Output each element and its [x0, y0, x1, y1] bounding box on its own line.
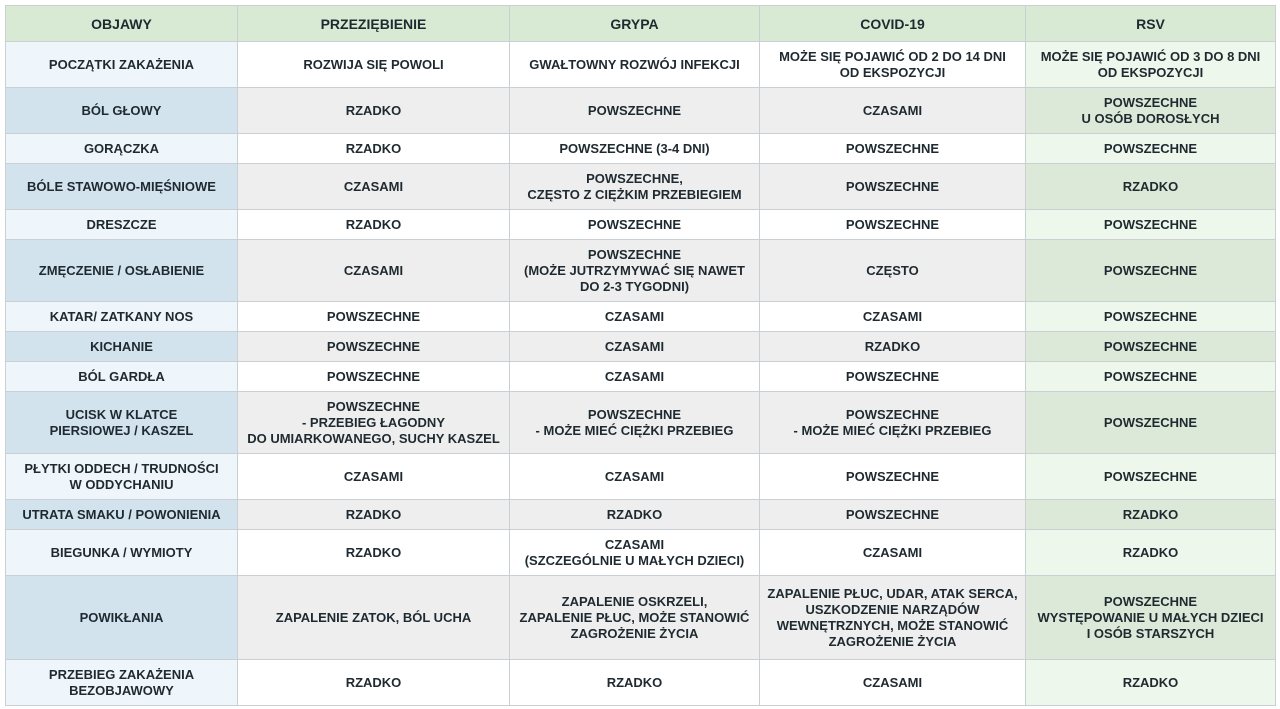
cold-cell: RZADKO [238, 88, 510, 134]
rsv-cell: RZADKO [1026, 530, 1276, 576]
rsv-cell: POWSZECHNE [1026, 302, 1276, 332]
cold-cell: CZASAMI [238, 454, 510, 500]
flu-cell: ZAPALENIE OSKRZELI, ZAPALENIE PŁUC, MOŻE STANOWIĆ ZAGROŻENIE ŻYCIA [510, 576, 760, 660]
symptom-cell: POCZĄTKI ZAKAŻENIA [6, 42, 238, 88]
flu-cell: CZASAMI [510, 302, 760, 332]
covid-cell: POWSZECHNE [760, 134, 1026, 164]
cold-cell: POWSZECHNE [238, 362, 510, 392]
rsv-cell: POWSZECHNE U OSÓB DOROSŁYCH [1026, 88, 1276, 134]
cold-cell: RZADKO [238, 660, 510, 706]
column-header-symptom: OBJAWY [6, 6, 238, 42]
covid-cell: POWSZECHNE [760, 362, 1026, 392]
symptom-cell: PRZEBIEG ZAKAŻENIA BEZOBJAWOWY [6, 660, 238, 706]
covid-cell: CZASAMI [760, 530, 1026, 576]
table-header-row [6, 6, 1276, 42]
rsv-cell: RZADKO [1026, 660, 1276, 706]
covid-cell: CZASAMI [760, 302, 1026, 332]
symptom-cell: UTRATA SMAKU / POWONIENIA [6, 500, 238, 530]
symptoms-comparison-table [5, 5, 1276, 706]
covid-cell: CZASAMI [760, 88, 1026, 134]
table-row [6, 134, 1276, 164]
symptom-cell: PŁYTKI ODDECH / TRUDNOŚCI W ODDYCHANIU [6, 454, 238, 500]
symptom-cell: KATAR/ ZATKANY NOS [6, 302, 238, 332]
table-row [6, 164, 1276, 210]
cold-cell: RZADKO [238, 134, 510, 164]
symptom-cell: DRESZCZE [6, 210, 238, 240]
covid-cell: MOŻE SIĘ POJAWIĆ OD 2 DO 14 DNI OD EKSPOZYCJI [760, 42, 1026, 88]
table-row [6, 530, 1276, 576]
table-row [6, 42, 1276, 88]
covid-cell: POWSZECHNE - MOŻE MIEĆ CIĘŻKI PRZEBIEG [760, 392, 1026, 454]
table-row [6, 576, 1276, 660]
covid-cell: CZĘSTO [760, 240, 1026, 302]
table-row [6, 332, 1276, 362]
table-row [6, 210, 1276, 240]
covid-cell: POWSZECHNE [760, 500, 1026, 530]
table-row [6, 88, 1276, 134]
table-row [6, 500, 1276, 530]
rsv-cell: RZADKO [1026, 500, 1276, 530]
flu-cell: CZASAMI [510, 362, 760, 392]
covid-cell: POWSZECHNE [760, 164, 1026, 210]
flu-cell: RZADKO [510, 660, 760, 706]
column-header-cold: PRZEZIĘBIENIE [238, 6, 510, 42]
symptom-cell: ZMĘCZENIE / OSŁABIENIE [6, 240, 238, 302]
symptom-cell: BÓL GŁOWY [6, 88, 238, 134]
symptom-cell: KICHANIE [6, 332, 238, 362]
column-header-flu: GRYPA [510, 6, 760, 42]
cold-cell: CZASAMI [238, 164, 510, 210]
symptom-cell: BÓLE STAWOWO-MIĘŚNIOWE [6, 164, 238, 210]
symptom-cell: BÓL GARDŁA [6, 362, 238, 392]
cold-cell: RZADKO [238, 530, 510, 576]
table-row [6, 240, 1276, 302]
rsv-cell: POWSZECHNE [1026, 392, 1276, 454]
table-row [6, 362, 1276, 392]
symptom-cell: UCISK W KLATCE PIERSIOWEJ / KASZEL [6, 392, 238, 454]
flu-cell: CZASAMI (SZCZEGÓLNIE U MAŁYCH DZIECI) [510, 530, 760, 576]
cold-cell: POWSZECHNE [238, 302, 510, 332]
column-header-rsv: RSV [1026, 6, 1276, 42]
rsv-cell: RZADKO [1026, 164, 1276, 210]
rsv-cell: POWSZECHNE [1026, 134, 1276, 164]
flu-cell: POWSZECHNE - MOŻE MIEĆ CIĘŻKI PRZEBIEG [510, 392, 760, 454]
flu-cell: POWSZECHNE (3-4 DNI) [510, 134, 760, 164]
cold-cell: ROZWIJA SIĘ POWOLI [238, 42, 510, 88]
flu-cell: POWSZECHNE (MOŻE JUTRZYMYWAĆ SIĘ NAWET DO 2-3 TYGODNI) [510, 240, 760, 302]
table-row [6, 302, 1276, 332]
cold-cell: RZADKO [238, 210, 510, 240]
flu-cell: GWAŁTOWNY ROZWÓJ INFEKCJI [510, 42, 760, 88]
flu-cell: CZASAMI [510, 454, 760, 500]
table-row [6, 392, 1276, 454]
flu-cell: CZASAMI [510, 332, 760, 362]
flu-cell: POWSZECHNE, CZĘSTO Z CIĘŻKIM PRZEBIEGIEM [510, 164, 760, 210]
symptom-cell: BIEGUNKA / WYMIOTY [6, 530, 238, 576]
rsv-cell: MOŻE SIĘ POJAWIĆ OD 3 DO 8 DNI OD EKSPOZYCJI [1026, 42, 1276, 88]
covid-cell: POWSZECHNE [760, 210, 1026, 240]
table-row [6, 454, 1276, 500]
symptom-cell: POWIKŁANIA [6, 576, 238, 660]
rsv-cell: POWSZECHNE [1026, 332, 1276, 362]
rsv-cell: POWSZECHNE [1026, 362, 1276, 392]
table-row [6, 660, 1276, 706]
rsv-cell: POWSZECHNE [1026, 210, 1276, 240]
cold-cell: POWSZECHNE [238, 332, 510, 362]
cold-cell: POWSZECHNE - PRZEBIEG ŁAGODNY DO UMIARKOWANEGO, SUCHY KASZEL [238, 392, 510, 454]
symptom-cell: GORĄCZKA [6, 134, 238, 164]
rsv-cell: POWSZECHNE [1026, 454, 1276, 500]
covid-cell: RZADKO [760, 332, 1026, 362]
column-header-covid: COVID-19 [760, 6, 1026, 42]
cold-cell: CZASAMI [238, 240, 510, 302]
flu-cell: POWSZECHNE [510, 210, 760, 240]
rsv-cell: POWSZECHNE WYSTĘPOWANIE U MAŁYCH DZIECI I OSÓB STARSZYCH [1026, 576, 1276, 660]
flu-cell: POWSZECHNE [510, 88, 760, 134]
cold-cell: ZAPALENIE ZATOK, BÓL UCHA [238, 576, 510, 660]
covid-cell: ZAPALENIE PŁUC, UDAR, ATAK SERCA, USZKODZENIE NARZĄDÓW WEWNĘTRZNYCH, MOŻE STANOWIĆ ZAGROŻENIE ŻYCIA [760, 576, 1026, 660]
cold-cell: RZADKO [238, 500, 510, 530]
covid-cell: POWSZECHNE [760, 454, 1026, 500]
rsv-cell: POWSZECHNE [1026, 240, 1276, 302]
covid-cell: CZASAMI [760, 660, 1026, 706]
flu-cell: RZADKO [510, 500, 760, 530]
